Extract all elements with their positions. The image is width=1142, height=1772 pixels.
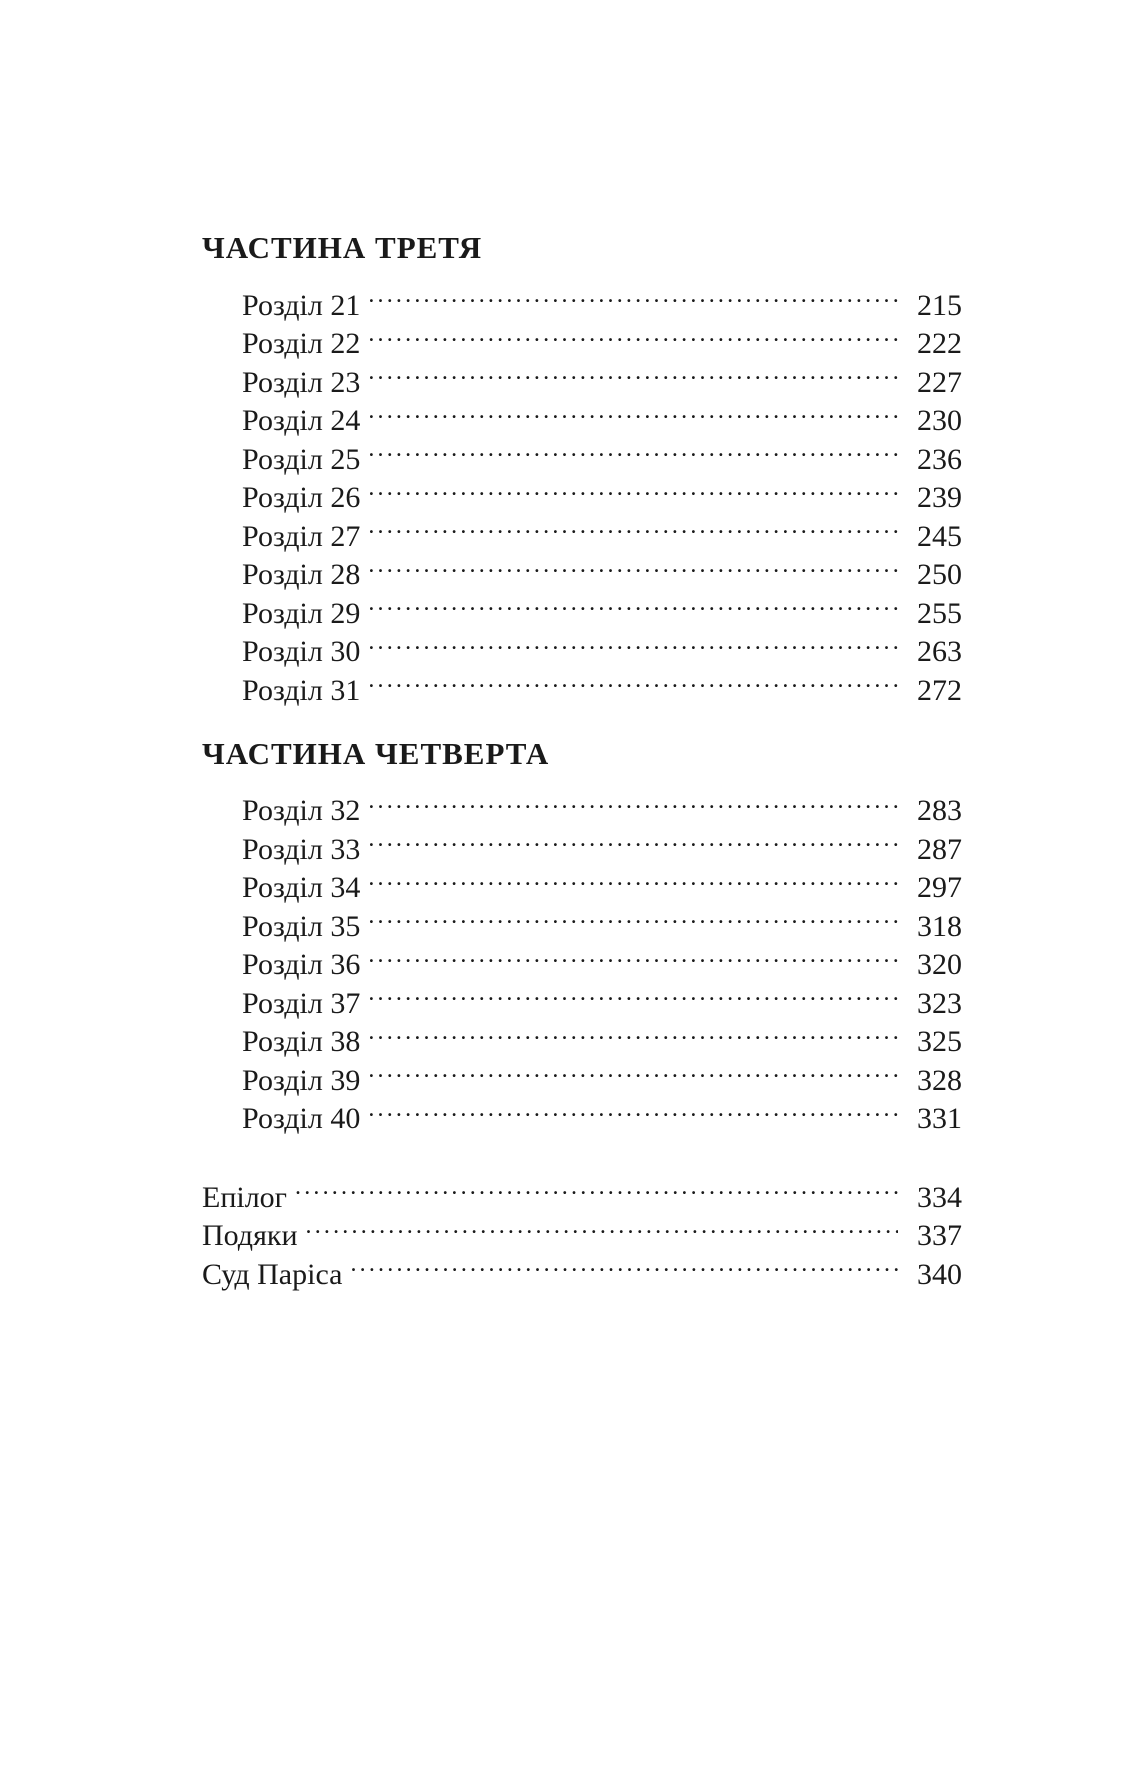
dot-leader (368, 392, 898, 431)
entry-page-number: 263 (898, 633, 962, 672)
toc-entry-judgement-of-paris[interactable] (202, 1245, 962, 1291)
entry-label: Розділ 40 (242, 1102, 361, 1135)
toc-entry-epilogue[interactable] (202, 1168, 962, 1214)
entry-page-number: 215 (898, 287, 962, 326)
entry-page-number: 297 (898, 869, 962, 908)
dot-leader (368, 584, 898, 623)
dot-leader (368, 782, 898, 821)
entry-label: Розділ 37 (242, 986, 361, 1020)
entry-page-number: 331 (898, 1100, 962, 1139)
entry-label: Розділ 22 (242, 327, 361, 360)
entry-label: Епілог (202, 1180, 287, 1214)
dot-leader (368, 430, 898, 469)
entry-label: Розділ 25 (242, 442, 361, 476)
dot-leader (368, 974, 898, 1013)
entry-label: Розділ 29 (242, 596, 361, 630)
dot-leader (368, 623, 898, 662)
entry-page-number: 245 (898, 518, 962, 557)
dot-leader (368, 820, 898, 859)
entry-label: Розділ 27 (242, 519, 361, 553)
entry-label: Подяки (202, 1219, 298, 1252)
dot-leader (368, 469, 898, 508)
entry-page-number: 227 (898, 364, 962, 403)
entry-label: Розділ 33 (242, 832, 361, 866)
dot-leader (368, 507, 898, 546)
entry-label: Розділ 39 (242, 1063, 361, 1097)
entry-label: Розділ 35 (242, 909, 361, 943)
dot-leader (368, 315, 898, 354)
part-three (202, 228, 962, 707)
entry-page-number: 230 (898, 402, 962, 441)
dot-leader (368, 546, 898, 585)
entry-page-number: 236 (898, 441, 962, 480)
dot-leader (368, 1090, 898, 1129)
dot-leader (295, 1168, 898, 1207)
entry-page-number: 334 (898, 1179, 962, 1218)
table-of-contents (202, 228, 962, 1291)
entry-page-number: 272 (898, 672, 962, 711)
part-title: ЧАСТИНА ТРЕТЯ (202, 230, 483, 265)
entry-label: Розділ 26 (242, 481, 361, 514)
dot-leader (368, 276, 898, 315)
toc-entry-acknowledgements[interactable] (202, 1207, 962, 1252)
dot-leader (306, 1207, 899, 1246)
entry-page-number: 337 (898, 1217, 962, 1256)
entry-label: Розділ 34 (242, 871, 361, 904)
dot-leader (368, 859, 898, 898)
entry-label: Розділ 28 (242, 558, 361, 591)
entry-label: Розділ 23 (242, 365, 361, 399)
part-three-entries (202, 276, 962, 707)
dot-leader (350, 1245, 898, 1284)
entry-label: Розділ 32 (242, 794, 361, 827)
toc-entry[interactable] (202, 276, 962, 322)
dot-leader (368, 661, 898, 700)
back-matter (202, 1168, 962, 1291)
entry-label: Розділ 31 (242, 673, 361, 707)
dot-leader (368, 897, 898, 936)
entry-label: Розділ 38 (242, 1025, 361, 1058)
part-four-entries (202, 782, 962, 1135)
entry-page-number: 340 (898, 1256, 962, 1295)
entry-page-number: 239 (898, 479, 962, 518)
entry-page-number: 320 (898, 946, 962, 985)
dot-leader (368, 936, 898, 975)
entry-page-number: 222 (898, 325, 962, 364)
dot-leader (368, 1051, 898, 1090)
entry-page-number: 325 (898, 1023, 962, 1062)
entry-label: Розділ 30 (242, 635, 361, 668)
entry-page-number: 255 (898, 595, 962, 634)
entry-label: Розділ 24 (242, 404, 361, 437)
entry-page-number: 283 (898, 792, 962, 831)
entry-label: Розділ 36 (242, 948, 361, 981)
entry-page-number: 318 (898, 908, 962, 947)
entry-label: Суд Паріса (202, 1257, 343, 1291)
entry-page-number: 287 (898, 831, 962, 870)
dot-leader (368, 1013, 898, 1052)
part-four (202, 734, 962, 1135)
entry-page-number: 328 (898, 1062, 962, 1101)
entry-page-number: 323 (898, 985, 962, 1024)
part-title: ЧАСТИНА ЧЕТВЕРТА (202, 735, 550, 771)
entry-label: Розділ 21 (242, 288, 361, 322)
entry-page-number: 250 (898, 556, 962, 595)
dot-leader (368, 353, 898, 392)
toc-entry[interactable] (202, 782, 962, 827)
